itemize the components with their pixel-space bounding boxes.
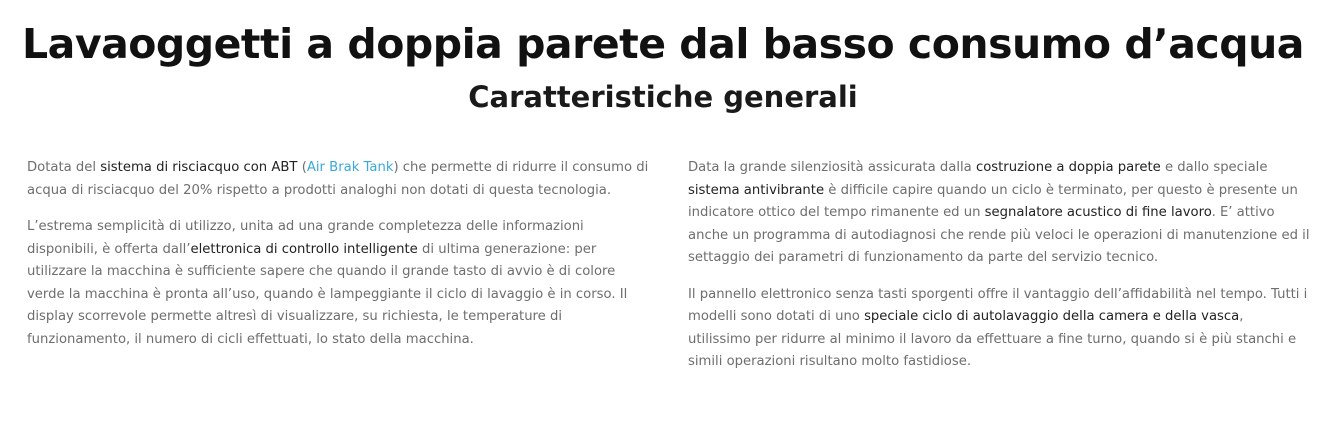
text: ( bbox=[297, 160, 307, 175]
text: ) che permette di ridurre il consumo di acqua di risciacquo del 20% rispetto a prodotti analoghi non dotati di questa tecnologia. bbox=[27, 160, 649, 198]
paragraph-electronics bbox=[27, 216, 657, 351]
paragraph-panel bbox=[688, 284, 1310, 374]
highlight-double-wall: costruzione a doppia parete bbox=[975, 160, 1161, 175]
highlight-intelligent-electronics: elettronica di controllo intelligente bbox=[190, 241, 418, 257]
text: Data la grande silenziosità assicurata dalla bbox=[688, 160, 976, 175]
highlight-rinse-system: sistema di risciacquo con ABT bbox=[100, 160, 298, 175]
page-subtitle: Caratteristiche generali bbox=[468, 80, 858, 114]
text: di ultima generazione: per utilizzare la macchina è sufficiente sapere che quando il grande tasto di avvio è di colore verde la macchina è pronta all’uso, quando è lampeggiante il ciclo di lavaggio è in corso. Il display scorrevole permette altresì di visualizzare, su richiesta, le temperature di funzionamento, il numero di cicli effettuati, lo stato della macchina. bbox=[27, 241, 628, 347]
paragraph-double-wall bbox=[688, 157, 1310, 270]
text: , utilissimo per ridurre al minimo il lavoro da effettuare a fine turno, quando si è più stanchi e simili operazioni risultano molto fastidiose. bbox=[688, 309, 1297, 369]
page-title: Lavaoggetti a doppia parete dal basso consumo d’acqua bbox=[22, 20, 1304, 68]
highlight-self-cleaning: speciale ciclo di autolavaggio della camera e della vasca bbox=[864, 309, 1240, 324]
highlight-antivibration: sistema antivibrante bbox=[688, 182, 825, 198]
right-column bbox=[688, 157, 1310, 388]
text: Il pannello elettronico senza tasti sporgenti offre il vantaggio dell’affidabilità nel tempo. Tutti i modelli sono dotati di uno bbox=[688, 286, 1308, 324]
left-column bbox=[27, 157, 657, 365]
text: è difficile capire quando un ciclo è terminato, per questo è presente un indicatore ottico del tempo rimanente ed un bbox=[688, 182, 1298, 220]
air-brak-tank-link[interactable]: Air Brak Tank bbox=[306, 160, 394, 175]
text: L’estrema semplicità di utilizzo, unita ad una grande completezza delle informazioni disponibili, è offerta dall’ bbox=[27, 219, 584, 257]
highlight-acoustic-signal: segnalatore acustico di fine lavoro bbox=[984, 205, 1212, 220]
text: e dallo speciale bbox=[1160, 160, 1268, 175]
text: Dotata del bbox=[27, 160, 101, 175]
text: . E’ attivo anche un programma di autodiagnosi che rende più veloci le operazioni di manutenzione ed il settaggio dei parametri di funzionamento da parte del servizio tecnico. bbox=[688, 205, 1310, 265]
paragraph-abt-rinse bbox=[27, 157, 657, 202]
